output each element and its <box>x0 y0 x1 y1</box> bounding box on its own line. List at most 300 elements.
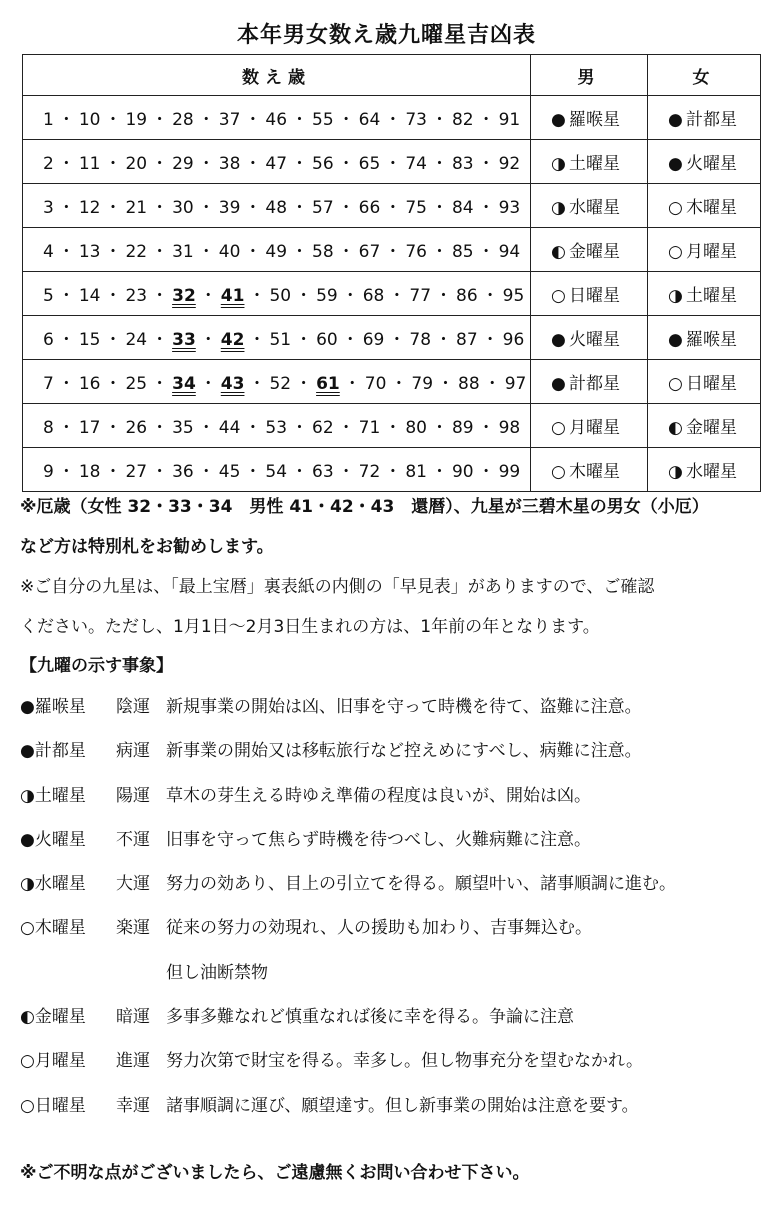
star-symbol-icon: ○ <box>551 462 566 482</box>
age-value: 54 <box>265 462 288 482</box>
age-separator: ・ <box>430 110 448 130</box>
age-value: 60 <box>316 330 338 350</box>
age-separator: ・ <box>384 462 402 482</box>
meaning-luck: 陰運 <box>116 697 150 717</box>
age-separator: ・ <box>295 330 313 350</box>
age-value: 75 <box>405 198 427 218</box>
star-symbol-icon: ◑ <box>20 785 35 806</box>
yakudoshi-note-line1: ※厄歳（女性 32・33・34 男性 41・42・43 還暦）、九星が三碧木星の男女（小厄） <box>20 497 709 517</box>
age-value: 13 <box>78 242 101 262</box>
female-star-cell <box>648 228 761 272</box>
age-value: 51 <box>269 330 292 350</box>
ages-cell <box>23 360 531 404</box>
age-separator: ・ <box>199 286 217 306</box>
ages-cell <box>23 228 531 272</box>
age-separator: ・ <box>477 110 495 130</box>
age-separator: ・ <box>343 374 361 394</box>
star-name: 火曜星 <box>569 330 620 350</box>
age-separator: ・ <box>151 330 169 350</box>
age-value: 56 <box>312 154 334 174</box>
age-value: 89 <box>451 418 474 438</box>
age-separator: ・ <box>384 154 402 174</box>
meaning-luck: 不運 <box>116 829 150 850</box>
male-star-cell <box>531 404 648 448</box>
table-body <box>23 96 761 492</box>
age-separator: ・ <box>197 242 215 262</box>
age-value: 15 <box>78 330 101 350</box>
age-value: 90 <box>451 462 474 482</box>
age-separator: ・ <box>199 374 217 394</box>
star-symbol-icon: ◑ <box>551 154 566 174</box>
age-separator: ・ <box>295 286 313 306</box>
age-value: 49 <box>265 242 288 262</box>
age-separator: ・ <box>337 154 355 174</box>
star-name: 土曜星 <box>686 286 737 306</box>
age-value: 64 <box>358 110 381 130</box>
age-separator: ・ <box>197 418 215 438</box>
ages-cell <box>23 316 531 360</box>
age-value: 2 <box>43 154 54 174</box>
age-value: 20 <box>125 154 148 174</box>
meaning-text: 多事多難なれど慎重なれば後に幸を得る。争論に注意 <box>166 1007 574 1028</box>
age-separator: ・ <box>104 198 122 218</box>
age-separator: ・ <box>430 242 448 262</box>
female-star-cell <box>648 96 761 140</box>
star-symbol-icon: ○ <box>551 286 566 306</box>
age-separator: ・ <box>384 418 402 438</box>
meaning-star <box>20 1084 116 1128</box>
age-value: 91 <box>498 110 521 130</box>
age-separator: ・ <box>57 110 75 130</box>
age-value: 45 <box>218 462 241 482</box>
meaning-text: 従来の努力の効現れ、人の援助も加わり、吉事舞込む。 <box>166 918 593 939</box>
star-name: 日曜星 <box>686 374 737 394</box>
age-value: 31 <box>172 242 194 262</box>
meaning-text: 努力の効あり、目上の引立てを得る。願望叶い、諸事順調に進む。 <box>166 874 676 895</box>
age-separator: ・ <box>437 374 455 394</box>
female-star-cell <box>648 360 761 404</box>
age-value: 46 <box>265 110 288 130</box>
meaning-text: 努力次第で財宝を得る。幸多し。但し物事充分を望むなかれ。 <box>166 1051 644 1072</box>
star-symbol-icon: ◑ <box>551 198 566 218</box>
age-separator: ・ <box>197 154 215 174</box>
meaning-star <box>20 729 116 773</box>
table-row <box>23 96 761 140</box>
star-name: 木曜星 <box>686 198 737 218</box>
age-separator: ・ <box>291 418 309 438</box>
age-value: 88 <box>458 374 480 394</box>
age-value: 73 <box>405 110 427 130</box>
star-symbol-icon: ○ <box>668 198 683 218</box>
star-name: 日曜星 <box>569 286 620 306</box>
age-value: 78 <box>409 330 432 350</box>
table-row <box>23 448 761 492</box>
age-separator: ・ <box>104 286 122 306</box>
meaning-star <box>20 995 116 1039</box>
age-value: 72 <box>358 462 381 482</box>
male-star-cell <box>531 140 648 184</box>
age-separator: ・ <box>104 374 122 394</box>
age-value: 48 <box>265 198 288 218</box>
age-separator: ・ <box>291 198 309 218</box>
female-star-cell <box>648 316 761 360</box>
yakudoshi-note-line2: など方は特別札をお勧めします。 <box>20 537 274 557</box>
male-star-cell <box>531 316 648 360</box>
age-value: 30 <box>172 198 194 218</box>
age-separator: ・ <box>384 110 402 130</box>
meaning-item <box>20 1084 765 1128</box>
age-separator: ・ <box>57 330 75 350</box>
table-row <box>23 272 761 316</box>
age-value: 70 <box>364 374 387 394</box>
age-value: 87 <box>456 330 478 350</box>
age-value: 26 <box>125 418 148 438</box>
age-separator: ・ <box>244 462 262 482</box>
star-name: 羅喉星 <box>34 697 86 717</box>
star-name: 火曜星 <box>34 829 86 850</box>
age-value: 67 <box>358 242 381 262</box>
age-value: 99 <box>498 462 521 482</box>
meaning-star <box>20 818 116 862</box>
age-value: 18 <box>78 462 101 482</box>
meaning-text: 旧事を守って焦らず時機を待つべし、火難病難に注意。 <box>166 829 591 850</box>
age-value: 69 <box>362 330 385 350</box>
star-symbol-icon: ● <box>20 697 35 717</box>
nine-star-table <box>22 54 761 492</box>
age-value: 80 <box>405 418 427 438</box>
age-separator: ・ <box>151 198 169 218</box>
age-value: 71 <box>358 418 381 438</box>
meaning-text: 新規事業の開始は凶、旧事を守って時機を待て、盗難に注意。 <box>166 697 642 717</box>
yakudoshi-age: 33 <box>172 330 196 350</box>
age-value: 22 <box>125 242 148 262</box>
age-separator: ・ <box>151 110 169 130</box>
age-separator: ・ <box>390 374 408 394</box>
male-star-cell <box>531 360 648 404</box>
age-separator: ・ <box>477 418 495 438</box>
age-separator: ・ <box>477 242 495 262</box>
age-value: 3 <box>43 198 54 218</box>
age-separator: ・ <box>151 154 169 174</box>
meaning-item <box>20 1039 765 1083</box>
meaning-item <box>20 774 765 818</box>
meanings-heading: 【九曜の示す事象】 <box>20 656 173 676</box>
age-value: 63 <box>312 462 334 482</box>
age-value: 28 <box>172 110 194 130</box>
age-value: 66 <box>358 198 381 218</box>
age-separator: ・ <box>248 330 266 350</box>
age-separator: ・ <box>151 286 169 306</box>
age-separator: ・ <box>197 110 215 130</box>
star-symbol-icon: ○ <box>668 242 683 262</box>
yakudoshi-age: 41 <box>220 286 245 306</box>
star-symbol-icon: ● <box>551 374 566 394</box>
star-symbol-icon: ○ <box>668 374 683 394</box>
star-name: 水曜星 <box>34 874 86 895</box>
age-value: 93 <box>498 198 521 218</box>
age-value: 21 <box>125 198 148 218</box>
age-separator: ・ <box>57 374 75 394</box>
star-symbol-icon: ○ <box>20 1095 35 1116</box>
own-star-note-line2: ください。ただし、1月1日〜2月3日生まれの方は、1年前の年となります。 <box>20 617 600 637</box>
age-separator: ・ <box>291 242 309 262</box>
age-separator: ・ <box>199 330 217 350</box>
age-value: 50 <box>269 286 292 306</box>
age-separator: ・ <box>104 462 122 482</box>
age-separator: ・ <box>384 198 402 218</box>
age-separator: ・ <box>197 462 215 482</box>
age-separator: ・ <box>295 374 313 394</box>
age-value: 9 <box>43 462 54 482</box>
star-name: 日曜星 <box>34 1095 86 1116</box>
age-separator: ・ <box>337 462 355 482</box>
star-symbol-icon: ◑ <box>668 462 683 482</box>
age-value: 44 <box>218 418 241 438</box>
age-value: 5 <box>43 286 54 306</box>
age-value: 10 <box>78 110 101 130</box>
age-value: 19 <box>125 110 148 130</box>
female-column-header: 女 <box>648 55 761 96</box>
age-separator: ・ <box>435 286 453 306</box>
ages-cell <box>23 448 531 492</box>
star-name: 木曜星 <box>34 918 86 939</box>
meaning-item <box>20 862 765 906</box>
yakudoshi-age: 42 <box>220 330 245 350</box>
age-value: 25 <box>125 374 148 394</box>
age-separator: ・ <box>151 242 169 262</box>
age-separator: ・ <box>477 154 495 174</box>
age-separator: ・ <box>384 242 402 262</box>
age-separator: ・ <box>104 418 122 438</box>
male-star-cell <box>531 96 648 140</box>
meaning-luck: 陽運 <box>116 785 150 806</box>
male-star-cell <box>531 448 648 492</box>
age-value: 36 <box>172 462 194 482</box>
age-value: 58 <box>312 242 334 262</box>
age-value: 7 <box>43 374 54 394</box>
age-value: 37 <box>218 110 241 130</box>
meaning-luck: 大運 <box>116 874 150 895</box>
star-name: 水曜星 <box>569 198 620 218</box>
meaning-item <box>20 995 765 1039</box>
meaning-star <box>20 685 116 729</box>
age-separator: ・ <box>104 330 122 350</box>
male-star-cell <box>531 272 648 316</box>
star-name: 土曜星 <box>34 785 86 806</box>
star-name: 火曜星 <box>686 154 737 174</box>
meaning-item <box>20 729 765 773</box>
footer-note: ※ご不明な点がございましたら、ご遠慮無くお問い合わせ下さい。 <box>20 1163 530 1183</box>
age-separator: ・ <box>341 330 359 350</box>
yakudoshi-age: 32 <box>172 286 196 306</box>
table-row <box>23 360 761 404</box>
age-separator: ・ <box>57 418 75 438</box>
ages-cell <box>23 96 531 140</box>
meaning-extra: 但し油断禁物 <box>166 962 268 983</box>
age-separator: ・ <box>291 110 309 130</box>
star-name: 計都星 <box>569 374 620 394</box>
age-separator: ・ <box>244 154 262 174</box>
page-title: 本年男女数え歳九曜星吉凶表 <box>236 23 536 48</box>
female-star-cell <box>648 140 761 184</box>
age-separator: ・ <box>151 374 169 394</box>
age-value: 98 <box>498 418 521 438</box>
yakudoshi-age: 43 <box>220 374 245 394</box>
age-value: 39 <box>218 198 241 218</box>
age-separator: ・ <box>430 198 448 218</box>
age-separator: ・ <box>104 242 122 262</box>
star-name: 月曜星 <box>686 242 737 262</box>
yakudoshi-age: 34 <box>172 374 196 394</box>
age-value: 92 <box>498 154 521 174</box>
age-separator: ・ <box>248 374 266 394</box>
male-column-header: 男 <box>531 55 648 96</box>
age-separator: ・ <box>57 462 75 482</box>
age-value: 6 <box>43 330 54 350</box>
star-symbol-icon: ● <box>668 330 683 350</box>
age-separator: ・ <box>388 330 406 350</box>
meaning-text: 草木の芽生える時ゆえ準備の程度は良いが、開始は凶。 <box>166 785 591 806</box>
table-row <box>23 316 761 360</box>
own-star-note-line1: ※ご自分の九星は、「最上宝暦」裏表紙の内側の「早見表」がありますので、ご確認 <box>20 577 655 597</box>
table-row <box>23 404 761 448</box>
meaning-luck: 暗運 <box>116 1007 150 1028</box>
age-separator: ・ <box>477 462 495 482</box>
ages-cell <box>23 404 531 448</box>
age-value: 38 <box>218 154 241 174</box>
age-separator: ・ <box>57 154 75 174</box>
age-separator: ・ <box>481 286 499 306</box>
ages-column-header: 数え歳 <box>23 55 531 96</box>
star-name: 羅喉星 <box>569 110 620 130</box>
age-value: 59 <box>316 286 338 306</box>
age-value: 86 <box>456 286 478 306</box>
table-row <box>23 184 761 228</box>
age-separator: ・ <box>244 110 262 130</box>
age-separator: ・ <box>430 462 448 482</box>
age-value: 85 <box>451 242 474 262</box>
age-value: 94 <box>498 242 521 262</box>
star-symbol-icon: ○ <box>551 418 566 438</box>
age-value: 35 <box>172 418 194 438</box>
ages-cell <box>23 184 531 228</box>
meaning-star <box>20 906 116 950</box>
age-value: 68 <box>362 286 385 306</box>
age-value: 47 <box>265 154 288 174</box>
age-value: 4 <box>43 242 54 262</box>
star-name: 水曜星 <box>686 462 737 482</box>
age-separator: ・ <box>57 242 75 262</box>
age-separator: ・ <box>435 330 453 350</box>
meaning-text: 新事業の開始又は移転旅行など控えめにすべし、病難に注意。 <box>166 741 642 762</box>
star-name: 羅喉星 <box>686 330 737 350</box>
age-separator: ・ <box>151 418 169 438</box>
age-separator: ・ <box>104 110 122 130</box>
ages-cell <box>23 272 531 316</box>
age-separator: ・ <box>483 374 501 394</box>
meanings-list <box>20 685 765 1128</box>
meaning-item <box>20 818 765 862</box>
star-name: 金曜星 <box>34 1007 86 1028</box>
female-star-cell <box>648 404 761 448</box>
age-value: 14 <box>78 286 101 306</box>
star-name: 金曜星 <box>569 242 620 262</box>
age-value: 84 <box>451 198 474 218</box>
star-symbol-icon: ● <box>668 110 683 130</box>
meaning-luck: 進運 <box>116 1051 150 1072</box>
age-value: 16 <box>78 374 101 394</box>
meaning-star <box>20 862 116 906</box>
star-symbol-icon: ● <box>20 829 35 850</box>
age-separator: ・ <box>57 198 75 218</box>
age-value: 95 <box>502 286 525 306</box>
age-value: 62 <box>312 418 334 438</box>
age-value: 23 <box>125 286 148 306</box>
star-symbol-icon: ● <box>551 330 566 350</box>
age-value: 27 <box>125 462 148 482</box>
table-header-row <box>23 55 761 96</box>
age-separator: ・ <box>291 462 309 482</box>
age-separator: ・ <box>337 110 355 130</box>
age-separator: ・ <box>341 286 359 306</box>
age-value: 77 <box>409 286 432 306</box>
star-name: 土曜星 <box>569 154 620 174</box>
table-row <box>23 140 761 184</box>
star-name: 金曜星 <box>686 418 737 438</box>
age-separator: ・ <box>197 198 215 218</box>
age-value: 11 <box>78 154 101 174</box>
meaning-star <box>20 1039 116 1083</box>
age-value: 17 <box>78 418 101 438</box>
age-value: 96 <box>502 330 525 350</box>
meaning-luck: 楽運 <box>116 918 150 939</box>
age-value: 40 <box>218 242 241 262</box>
star-symbol-icon: ◐ <box>668 418 683 438</box>
star-name: 計都星 <box>34 741 86 762</box>
age-value: 24 <box>125 330 148 350</box>
yakudoshi-age: 61 <box>316 374 340 394</box>
star-symbol-icon: ● <box>20 741 35 762</box>
age-separator: ・ <box>57 286 75 306</box>
female-star-cell <box>648 272 761 316</box>
age-separator: ・ <box>388 286 406 306</box>
star-symbol-icon: ◑ <box>20 874 35 895</box>
age-separator: ・ <box>104 154 122 174</box>
age-value: 76 <box>405 242 427 262</box>
age-separator: ・ <box>337 242 355 262</box>
meaning-text: 諸事順調に運び、願望達す。但し新事業の開始は注意を要す。 <box>166 1095 639 1116</box>
meaning-star <box>20 774 116 818</box>
star-name: 月曜星 <box>569 418 620 438</box>
notes-section <box>20 487 765 1128</box>
star-symbol-icon: ◐ <box>551 242 566 262</box>
star-name: 計都星 <box>686 110 737 130</box>
meaning-item <box>20 685 765 729</box>
age-value: 83 <box>451 154 474 174</box>
age-value: 55 <box>312 110 334 130</box>
age-value: 57 <box>312 198 334 218</box>
star-name: 月曜星 <box>34 1051 86 1072</box>
age-separator: ・ <box>244 418 262 438</box>
age-separator: ・ <box>430 418 448 438</box>
meaning-item <box>20 906 765 950</box>
star-symbol-icon: ○ <box>20 918 35 939</box>
meaning-luck: 幸運 <box>116 1095 150 1116</box>
male-star-cell <box>531 228 648 272</box>
star-symbol-icon: ● <box>551 110 566 130</box>
age-separator: ・ <box>151 462 169 482</box>
table-row <box>23 228 761 272</box>
